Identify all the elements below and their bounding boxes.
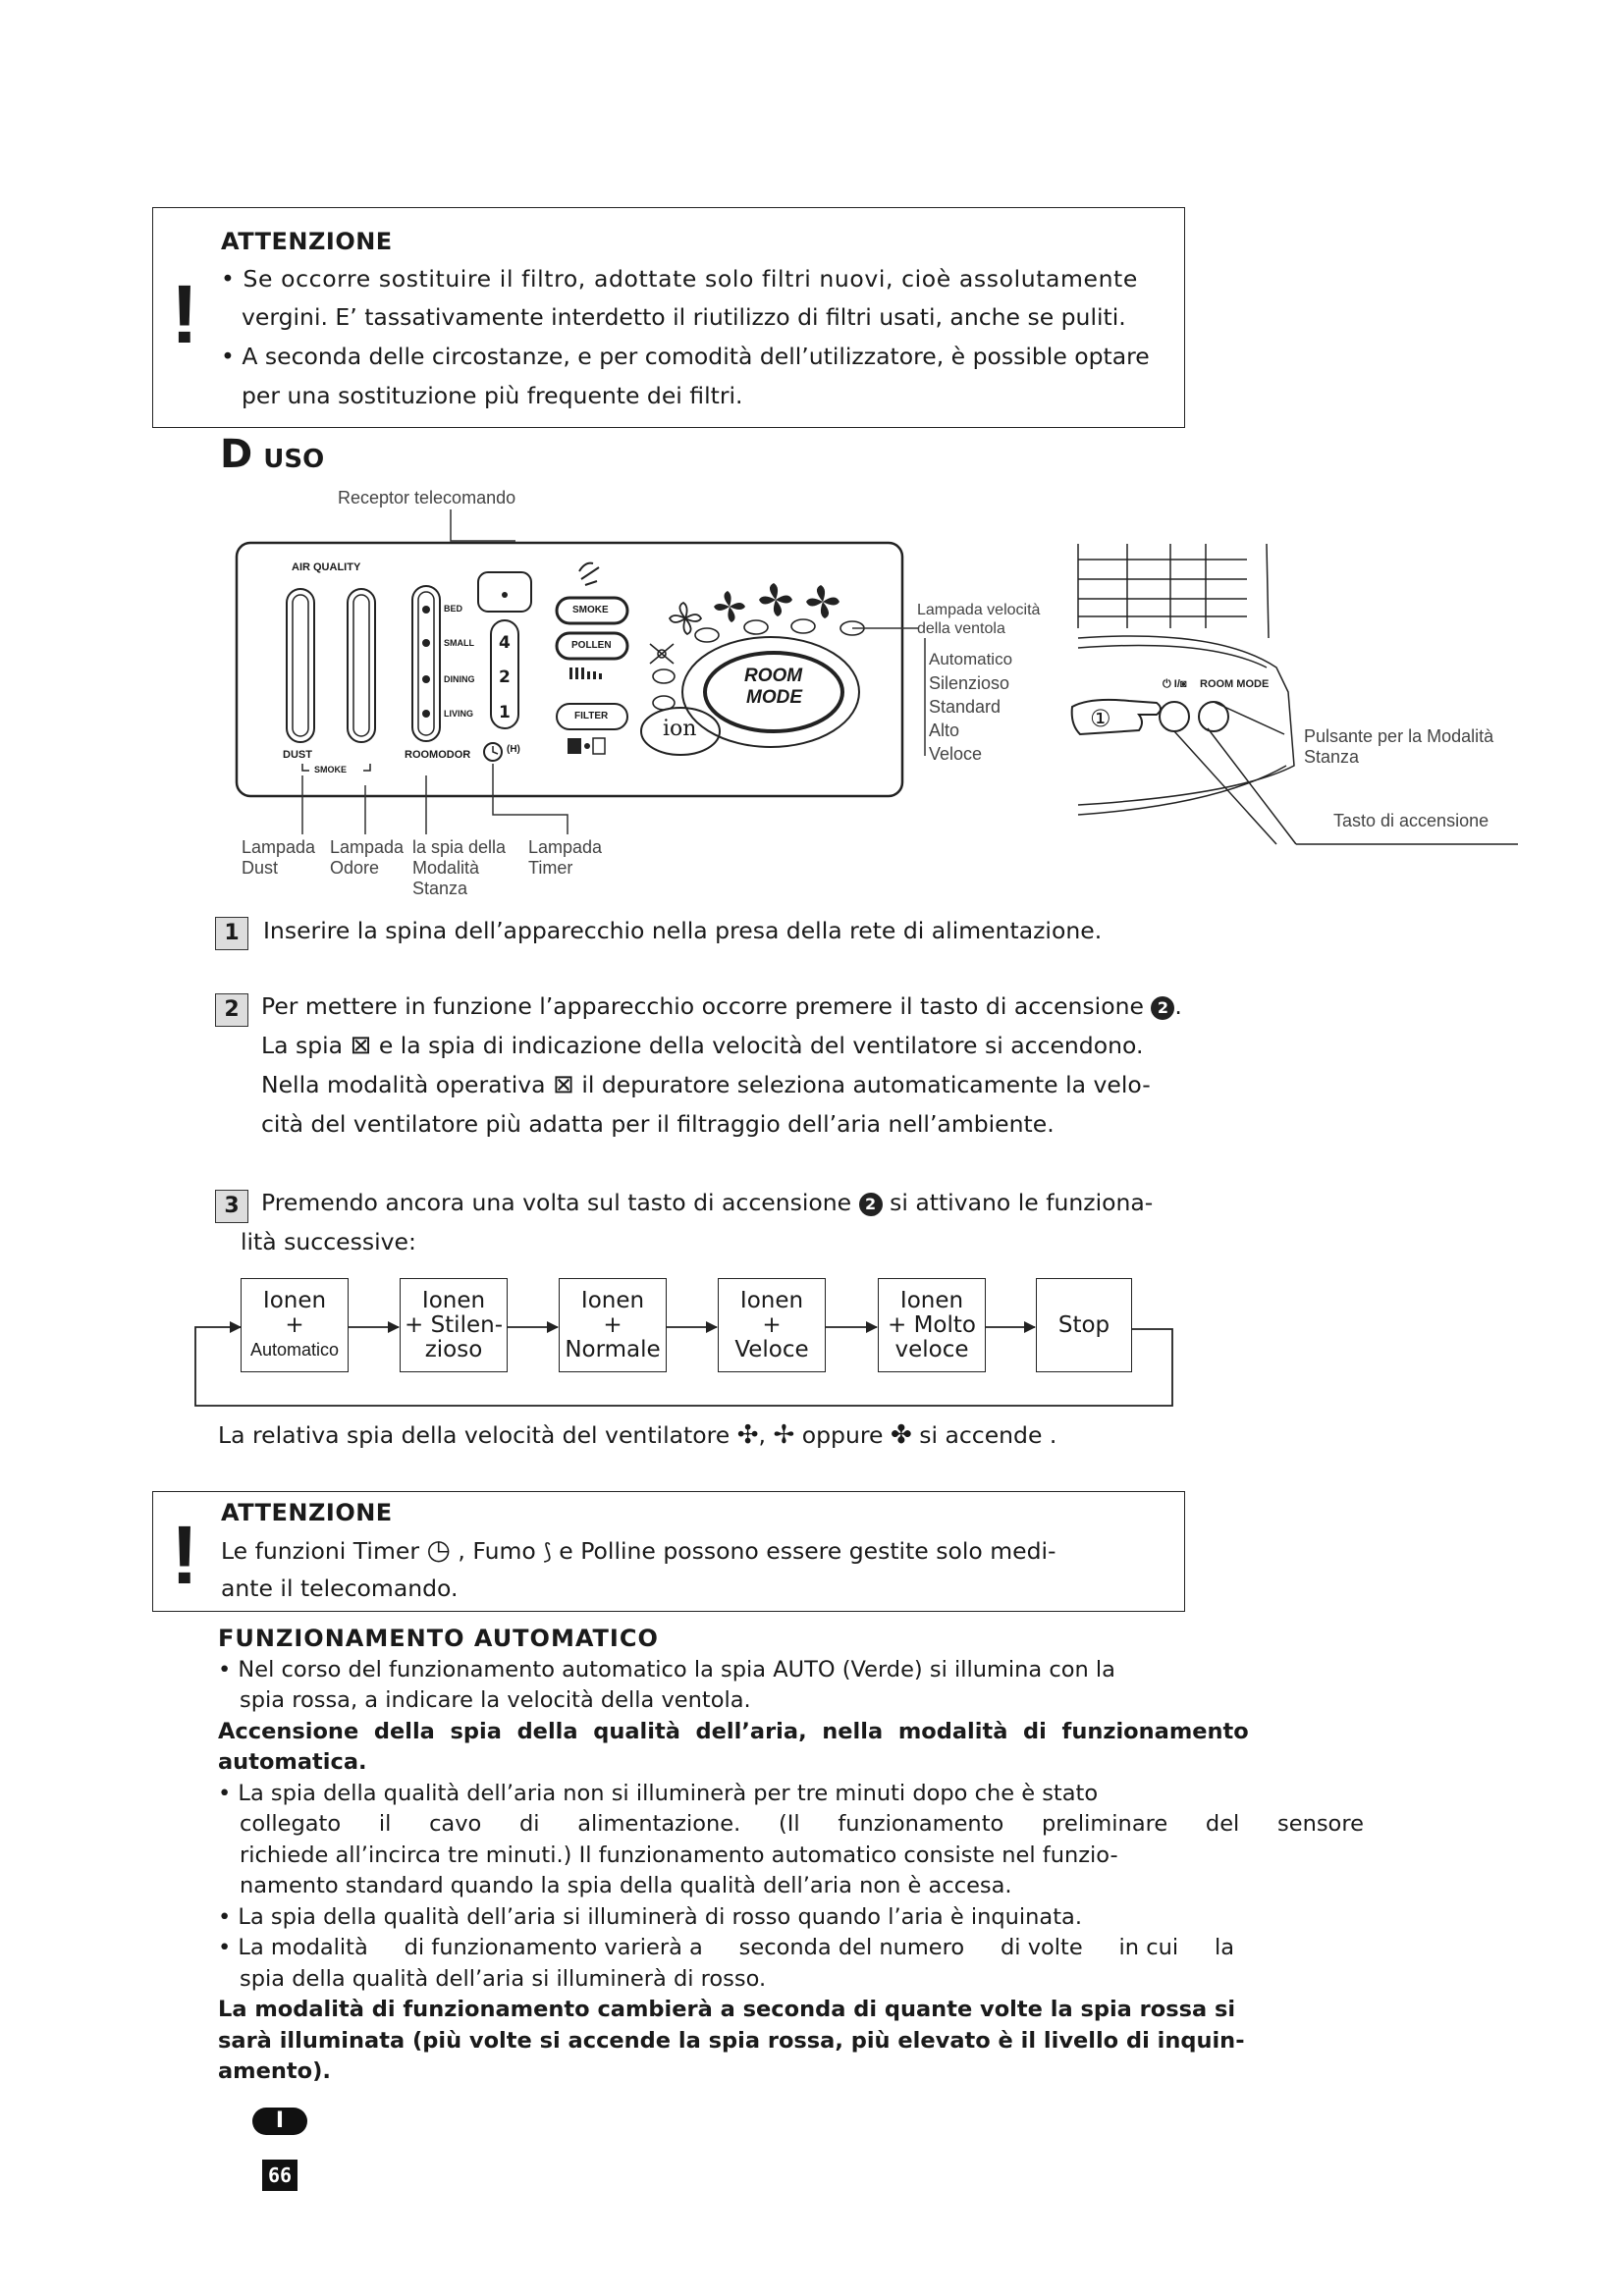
warning-title: ATTENZIONE bbox=[221, 1499, 393, 1526]
auto-mode-icon: ⊠ bbox=[553, 1070, 574, 1099]
flow-step-very-fast bbox=[878, 1278, 986, 1372]
fan-speed-sentence bbox=[218, 1416, 1056, 1455]
label-line: Lampada bbox=[528, 837, 603, 857]
warning-line: vergini. E’ tassativamente interdetto il riutilizzo di filtri usati, anche se puliti. bbox=[242, 303, 1126, 331]
dust-label: DUST bbox=[283, 749, 312, 761]
label-line: Stanza bbox=[1304, 747, 1360, 767]
flow-line: + Stilen- bbox=[404, 1311, 503, 1338]
auto-line: namento standard quando la spia della qualità dell’aria non è accesa. bbox=[240, 1873, 1012, 1898]
auto-line: • La spia della qualità dell’aria non si illuminerà per tre minuti dopo che è stato bbox=[218, 1780, 1099, 1806]
step-text-part: il depuratore seleziona automaticamente la velo- bbox=[581, 1071, 1151, 1098]
label-line: la spia della bbox=[412, 837, 507, 857]
timer-icon: ◷ bbox=[426, 1533, 451, 1566]
room-living: LIVING bbox=[444, 709, 474, 719]
auto-mode-icon: ⊠ bbox=[350, 1031, 372, 1060]
step-text: cità del ventilatore più adatta per il filtraggio dell’aria nell’ambiente. bbox=[261, 1110, 1055, 1138]
sentence-part: La relativa spia della velocità del ventilatore bbox=[218, 1421, 731, 1449]
auto-line: sarà illuminata (più volte si accende la spia rossa, più elevato è il livello di inquin- bbox=[218, 2027, 1245, 2054]
flow-line: veloce bbox=[894, 1336, 969, 1362]
step-text-part: Nella modalità operativa bbox=[261, 1071, 546, 1098]
flow-step-normal bbox=[559, 1278, 667, 1372]
speed-item: Veloce bbox=[929, 744, 983, 764]
circle-one-label: ① bbox=[1090, 705, 1111, 732]
auto-line-justified bbox=[218, 1933, 1234, 1964]
flow-line: Ionen bbox=[421, 1287, 486, 1313]
step-text-part: si attivano le funziona- bbox=[890, 1189, 1154, 1216]
flow-line: + bbox=[603, 1311, 623, 1338]
step-number: 2 bbox=[215, 993, 248, 1027]
step-number: 3 bbox=[215, 1190, 248, 1223]
word: preliminare bbox=[1042, 1811, 1168, 1837]
word: cavo bbox=[429, 1811, 482, 1837]
speed-item: Standard bbox=[929, 697, 1001, 717]
word: del bbox=[1205, 1811, 1240, 1837]
word: alimentazione. bbox=[577, 1811, 741, 1837]
step-text-part: e la spia di indicazione della velocità del ventilatore si accendono. bbox=[378, 1032, 1144, 1059]
auto-line: La modalità di funzionamento cambierà a seconda di quante volte la spia rossa si bbox=[218, 1997, 1236, 2022]
flow-line: Ionen bbox=[739, 1287, 804, 1313]
warning-title: ATTENZIONE bbox=[221, 228, 393, 255]
exclamation-icon: ! bbox=[171, 1509, 198, 1601]
flow-step-silent bbox=[400, 1278, 508, 1372]
flow-line: Ionen bbox=[580, 1287, 645, 1313]
ion-text: ion bbox=[663, 717, 697, 741]
fan-speed-icon: ✤ bbox=[890, 1420, 912, 1450]
svg-text:ROOM MODE: ROOM MODE bbox=[1200, 678, 1270, 690]
warning-part: Le funzioni Timer bbox=[221, 1537, 419, 1565]
word: • La modalità bbox=[218, 1935, 368, 1960]
warning-part: e Polline possono essere gestite solo medi- bbox=[559, 1537, 1056, 1565]
label-line: Dust bbox=[242, 858, 279, 878]
word: di bbox=[519, 1811, 540, 1837]
step-number: 1 bbox=[215, 917, 248, 950]
power-button-label: Tasto di accensione bbox=[1333, 811, 1489, 830]
warning-line: • Se occorre sostituire il filtro, adottate solo filtri nuovi, cioè assolutamente bbox=[221, 265, 1138, 293]
receptor-label: Receptor telecomando bbox=[338, 488, 516, 507]
room-mode-text-1: ROOM bbox=[744, 666, 803, 686]
section-title: USO bbox=[263, 445, 325, 474]
flow-line: Stop bbox=[1057, 1311, 1110, 1338]
sentence-part: si accende . bbox=[919, 1421, 1057, 1449]
room-mode-text-2: MODE bbox=[746, 687, 802, 708]
auto-line: spia della qualità dell’aria si illuminerà di rosso. bbox=[240, 1965, 767, 1992]
section-letter: D bbox=[220, 432, 253, 477]
step-text: lità successive: bbox=[241, 1228, 416, 1255]
label-line: Lampada bbox=[330, 837, 405, 857]
auto-line: amento). bbox=[218, 2058, 331, 2084]
filter-button[interactable]: FILTER bbox=[574, 711, 609, 721]
step-text-part: Premendo ancora una volta sul tasto di accensione bbox=[261, 1189, 852, 1216]
warning-box-2 bbox=[152, 1491, 1185, 1612]
flow-line: Normale bbox=[565, 1336, 661, 1362]
warning-line: ante il telecomando. bbox=[221, 1575, 459, 1602]
roommode-label: ROOMODOR bbox=[405, 749, 471, 761]
auto-line: spia rossa, a indicare la velocità della ventola. bbox=[240, 1687, 751, 1713]
warning-line: per una sostituzione più frequente dei filtri. bbox=[242, 382, 743, 409]
step-text: Per mettere in funzione l’apparecchio occorre premere il tasto di accensione 2 . bbox=[261, 992, 1182, 1020]
label-line: Odore bbox=[330, 858, 380, 878]
warning-line: • A seconda delle circostanze, e per comodità dell’utilizzatore, è possible optare bbox=[221, 343, 1150, 370]
auto-title: FUNZIONAMENTO AUTOMATICO bbox=[218, 1625, 659, 1652]
word: collegato bbox=[240, 1811, 342, 1837]
step-text-part: Per mettere in funzione l’apparecchio occorre premere il tasto di accensione bbox=[261, 992, 1144, 1020]
auto-section bbox=[218, 1624, 1364, 2088]
word: il bbox=[378, 1811, 392, 1837]
flow-line: + bbox=[285, 1311, 304, 1338]
fan-lamp-line: della ventola bbox=[917, 620, 1005, 637]
word: funzionamento bbox=[838, 1811, 1004, 1837]
flow-line: + bbox=[762, 1311, 782, 1338]
word: (Il bbox=[778, 1811, 800, 1837]
warning-line bbox=[221, 1530, 1056, 1572]
auto-line: automatica. bbox=[218, 1749, 367, 1775]
label-line: Stanza bbox=[412, 879, 468, 898]
timer-number-4: 4 bbox=[499, 633, 511, 653]
auto-line-justified bbox=[218, 1809, 1364, 1841]
air-quality-label: AIR QUALITY bbox=[292, 561, 361, 573]
word: sensore bbox=[1277, 1811, 1364, 1837]
word: in cui bbox=[1118, 1935, 1179, 1960]
flow-line: + Molto bbox=[888, 1311, 976, 1338]
smoke-icon: ⟆ bbox=[543, 1540, 552, 1565]
room-dining: DINING bbox=[444, 674, 475, 684]
word: seconda del numero bbox=[738, 1935, 965, 1960]
fan-speed-icon: ✢ bbox=[773, 1420, 795, 1450]
sentence-part: oppure bbox=[801, 1421, 884, 1449]
language-badge: I bbox=[252, 2108, 307, 2135]
speed-item: Alto bbox=[929, 721, 960, 740]
power-button-badge: 2 bbox=[1151, 996, 1174, 1020]
flow-step-fast bbox=[718, 1278, 826, 1372]
auto-line: Accensione della spia della qualità dell’aria, nella modalità di funzionamento bbox=[218, 1718, 1249, 1744]
label-line: Pulsante per la Modalità bbox=[1304, 726, 1494, 746]
flow-line: Ionen bbox=[899, 1287, 964, 1313]
word: la bbox=[1214, 1935, 1234, 1960]
h-label: (H) bbox=[507, 744, 520, 755]
label-line: Timer bbox=[528, 858, 573, 878]
room-small: SMALL bbox=[444, 638, 474, 648]
sentence-part: , bbox=[758, 1421, 766, 1449]
room-bed: BED bbox=[444, 604, 463, 614]
fan-speed-icon: ✣ bbox=[736, 1420, 759, 1450]
exclamation-icon: ! bbox=[171, 268, 198, 360]
flow-step-stop bbox=[1036, 1278, 1132, 1372]
auto-line: • Nel corso del funzionamento automatico la spia AUTO (Verde) si illumina con la bbox=[218, 1656, 1115, 1682]
step-text: Inserire la spina dell’apparecchio nella presa della rete di alimentazione. bbox=[263, 917, 1103, 944]
flow-line: zioso bbox=[424, 1336, 483, 1362]
smoke-label: SMOKE bbox=[314, 765, 348, 774]
svg-text:⏻ I/◙: ⏻ I/◙ bbox=[1163, 678, 1187, 690]
fan-lamp-line: Lampada velocità bbox=[917, 602, 1041, 618]
warning-part: , Fumo bbox=[458, 1537, 536, 1565]
flow-step-auto bbox=[241, 1278, 349, 1372]
auto-line: • La spia della qualità dell’aria si illuminerà di rosso quando l’aria è inquinata. bbox=[218, 1903, 1082, 1930]
timer-number-1: 1 bbox=[499, 703, 511, 722]
timer-number-2: 2 bbox=[499, 667, 511, 687]
speed-item: Silenzioso bbox=[929, 673, 1010, 693]
auto-line: richiede all’incirca tre minuti.) Il funzionamento automatico consiste nel funzio- bbox=[240, 1842, 1118, 1868]
word: di funzionamento varierà a bbox=[404, 1935, 703, 1960]
flow-line: Automatico bbox=[249, 1339, 340, 1360]
step-text-part: La spia bbox=[261, 1032, 344, 1059]
flow-line: Veloce bbox=[734, 1336, 809, 1362]
label-line: Modalità bbox=[412, 858, 480, 878]
word: di volte bbox=[1001, 1935, 1083, 1960]
page-number: 66 bbox=[262, 2160, 298, 2191]
flow-line: Ionen bbox=[262, 1287, 327, 1313]
pollen-button[interactable]: POLLEN bbox=[571, 640, 612, 651]
power-button-badge: 2 bbox=[859, 1193, 883, 1216]
smoke-button[interactable]: SMOKE bbox=[572, 605, 609, 615]
label-line: Lampada bbox=[242, 837, 316, 857]
speed-item: Automatico bbox=[929, 650, 1013, 668]
